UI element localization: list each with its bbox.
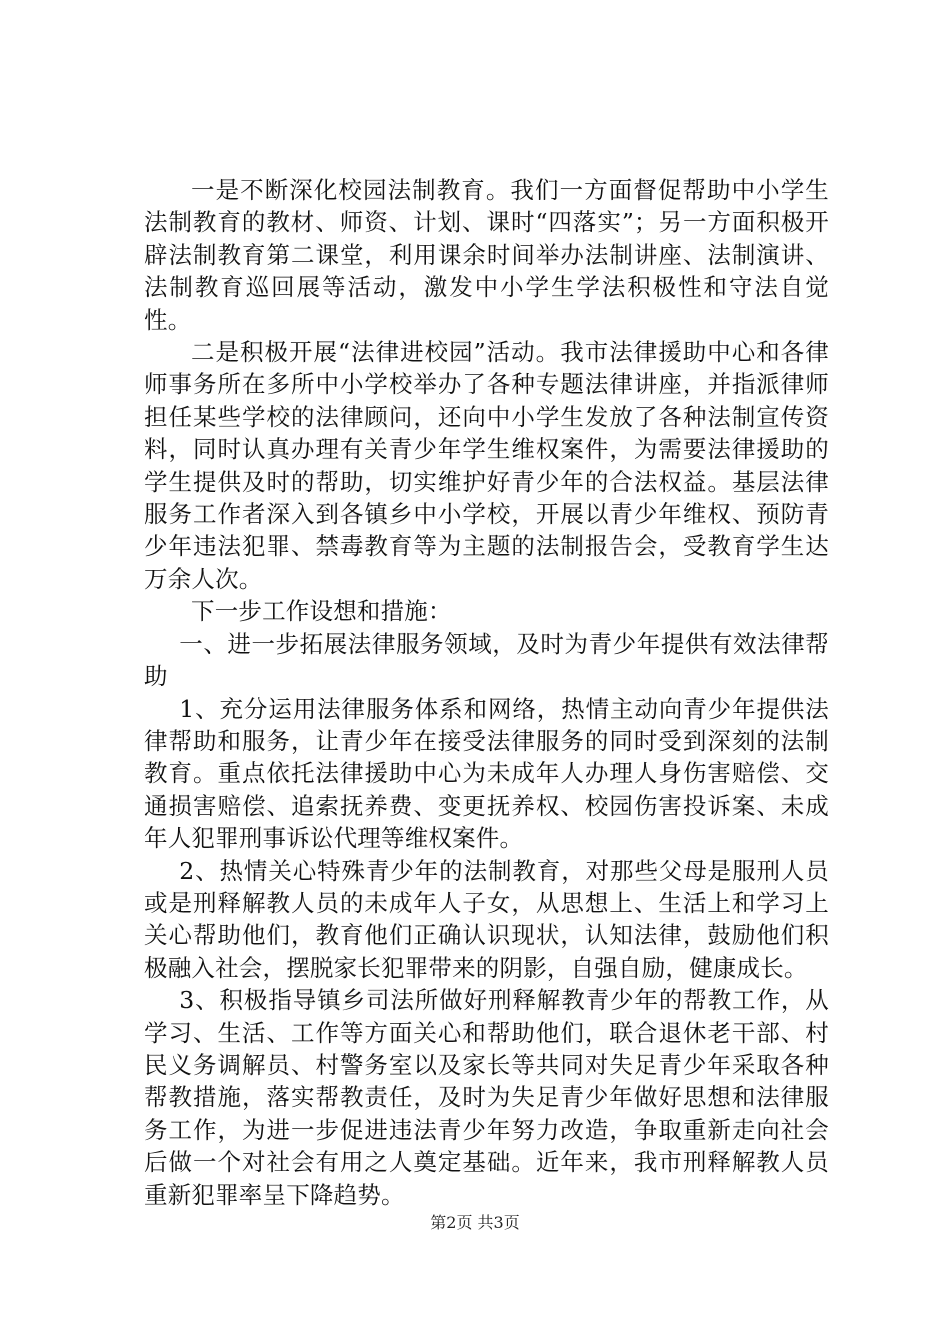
paragraph-campus-legal-education: 一是不断深化校园法制教育。我们一方面督促帮助中小学生法制教育的教材、师资、计划、课时“四落实”；另一方面积极开辟法制教育第二课堂，利用课余时间举办法制讲座、法制演讲、法制教育巡回展等活动，激发中小学生学法积极性和守法自觉性。	[144, 176, 829, 334]
paragraph-item-3: 3、积极指导镇乡司法所做好刑释解教青少年的帮教工作，从学习、生活、工作等方面关心和帮助他们，联合退休老干部、村民义务调解员、村警务室以及家长等共同对失足青少年采取各种帮教措施，落实帮教责任，及时为失足青少年做好思想和法律服务工作，为进一步促进违法青少年努力改造，争取重新走向社会后做一个对社会有用之人奠定基础。近年来，我市刑释解教人员重新犯罪率呈下降趋势。	[144, 986, 829, 1209]
paragraph-law-into-campus: 二是积极开展“法律进校园”活动。我市法律援助中心和各律师事务所在多所中小学校举办了各种专题法律讲座，并指派律师担任某些学校的法律顾问，还向中小学生发放了各种法制宣传资料，同时认真办理有关青少年学生维权案件，为需要法律援助的学生提供及时的帮助，切实维护好青少年的合法权益。基层法律服务工作者深入到各镇乡中小学校，开展以青少年维权、预防青少年违法犯罪、禁毒教育等为主题的法制报告会，受教育学生达万余人次。	[144, 338, 829, 593]
paragraph-item-1: 1、充分运用法律服务体系和网络，热情主动向青少年提供法律帮助和服务，让青少年在接受法律服务的同时受到深刻的法制教育。重点依托法律援助中心为未成年人办理人身伤害赔偿、交通损害赔偿、追索抚养费、变更抚养权、校园伤害投诉案、未成年人犯罪刑事诉讼代理等维权案件。	[144, 694, 829, 853]
page-number-footer: 第2页 共3页	[430, 1213, 520, 1232]
document-body	[144, 174, 829, 1211]
paragraph-next-steps-heading: 下一步工作设想和措施：	[191, 597, 452, 626]
paragraph-item-2: 2、热情关心特殊青少年的法制教育，对那些父母是服刑人员或是刑释解教人员的未成年人子女，从思想上、生活上和学习上关心帮助他们，教育他们正确认识现状，认知法律，鼓励他们积极融入社会，摆脱家长犯罪带来的阴影，自强自励，健康成长。	[144, 856, 829, 982]
paragraph-section-one-heading: 一、进一步拓展法律服务领域，及时为青少年提供有效法律帮助	[144, 629, 829, 691]
